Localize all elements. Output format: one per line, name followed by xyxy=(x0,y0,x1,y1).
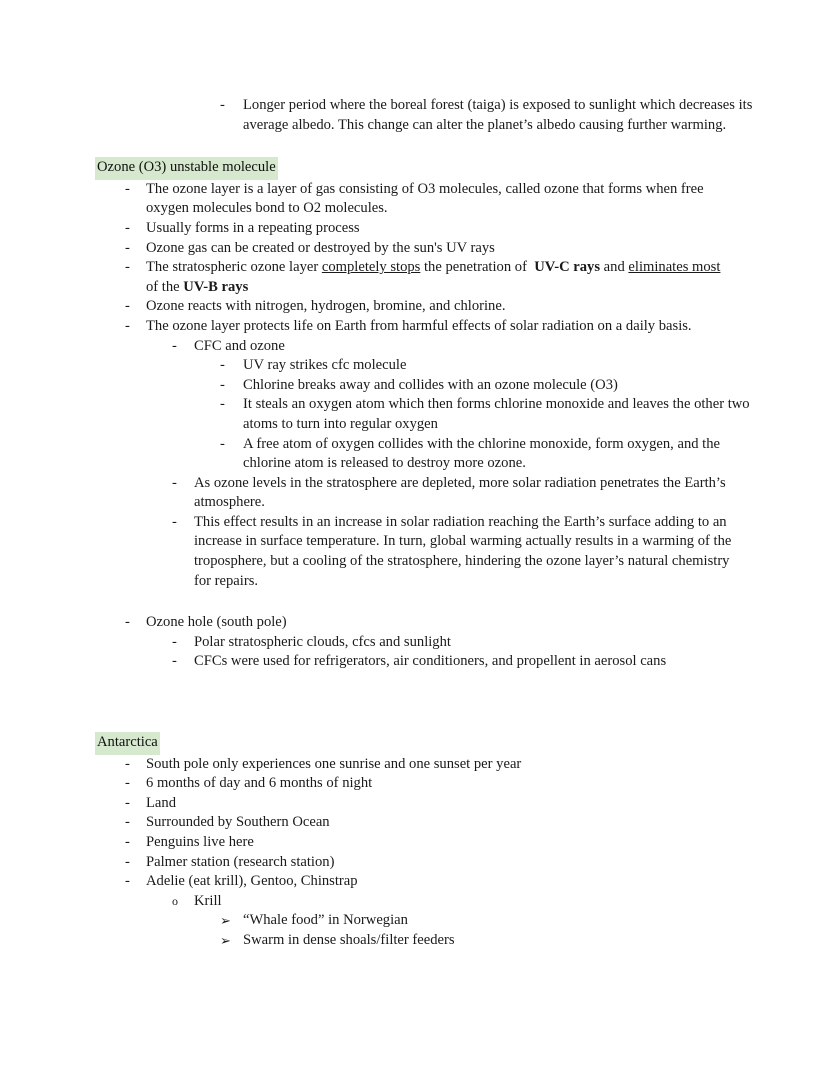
list-item xyxy=(0,931,828,951)
dash-bullet-icon: - xyxy=(220,396,225,413)
list-item-text: Ozone hole (south pole) xyxy=(146,614,287,631)
section-heading-row xyxy=(0,732,828,755)
list-item xyxy=(0,96,828,135)
list-item-text: Palmer station (research station) xyxy=(146,853,335,870)
document-body xyxy=(0,96,828,951)
list-item xyxy=(0,474,828,513)
list-item xyxy=(0,633,828,653)
paragraph-spacer xyxy=(0,135,828,157)
list-item xyxy=(0,317,828,337)
list-item-text: South pole only experiences one sunrise and one sunset per year xyxy=(146,755,522,772)
list-item-text: The stratospheric ozone layer completely stops the penetration of UV-C rays and eliminates most of the UV-B rays xyxy=(146,259,721,295)
dash-bullet-icon: - xyxy=(172,474,177,491)
list-item-text: Usually forms in a repeating process xyxy=(146,219,360,236)
dash-bullet-icon: - xyxy=(125,814,130,831)
dash-bullet-icon: - xyxy=(125,614,130,631)
list-item xyxy=(0,239,828,259)
list-item xyxy=(0,755,828,775)
dash-bullet-icon: - xyxy=(220,97,225,113)
list-item-text: Ozone gas can be created or destroyed by the sun's UV rays xyxy=(146,239,495,256)
list-item xyxy=(0,774,828,794)
list-item xyxy=(0,892,828,912)
list-item-text: Adelie (eat krill), Gentoo, Chinstrap xyxy=(146,873,358,890)
list-item-text: Polar stratospheric clouds, cfcs and sunlight xyxy=(194,633,451,650)
list-item xyxy=(0,297,828,317)
section-heading: Ozone (O3) unstable molecule xyxy=(95,157,278,180)
list-item xyxy=(0,356,828,376)
section-heading-row xyxy=(0,157,828,180)
dash-bullet-icon: - xyxy=(220,357,225,374)
list-item xyxy=(0,872,828,892)
arrow-bullet-icon: ➢ xyxy=(220,932,231,948)
list-item xyxy=(0,395,828,434)
list-item-text: Swarm in dense shoals/filter feeders xyxy=(243,931,455,948)
list-item-text: Krill xyxy=(194,892,222,909)
list-item xyxy=(0,376,828,396)
list-item-text: Surrounded by Southern Ocean xyxy=(146,814,330,831)
list-item-text: Ozone reacts with nitrogen, hydrogen, bromine, and chlorine. xyxy=(146,298,506,315)
dash-bullet-icon: - xyxy=(125,259,130,276)
list-item-text: Penguins live here xyxy=(146,834,254,850)
list-item-text: It steals an oxygen atom which then forms chlorine monoxide and leaves the other two atoms to turn into regular oxygen xyxy=(243,396,750,432)
list-item xyxy=(0,435,828,474)
circle-bullet-icon: o xyxy=(172,893,178,908)
dash-bullet-icon: - xyxy=(125,219,130,236)
list-item-text: The ozone layer is a layer of gas consisting of O3 molecules, called ozone that forms when free oxygen molecules bond to O2 molecules. xyxy=(146,180,704,217)
list-item-text: As ozone levels in the stratosphere are depleted, more solar radiation penetrates the Earth’s atmosphere. xyxy=(194,474,726,511)
list-item-text: UV ray strikes cfc molecule xyxy=(243,357,407,374)
dash-bullet-icon: - xyxy=(125,834,130,850)
dash-bullet-icon: - xyxy=(172,513,177,530)
list-item xyxy=(0,813,828,833)
dash-bullet-icon: - xyxy=(125,180,130,197)
dash-bullet-icon: - xyxy=(172,337,177,354)
dash-bullet-icon: - xyxy=(125,317,130,334)
list-item xyxy=(0,180,828,219)
dash-bullet-icon: - xyxy=(125,239,130,256)
list-item-text: Chlorine breaks away and collides with an ozone molecule (O3) xyxy=(243,376,618,393)
list-item-text: CFC and ozone xyxy=(194,337,285,354)
dash-bullet-icon: - xyxy=(220,435,225,452)
dash-bullet-icon: - xyxy=(172,653,177,670)
section-heading: Antarctica xyxy=(95,732,160,755)
list-item xyxy=(0,219,828,239)
arrow-bullet-icon: ➢ xyxy=(220,913,231,929)
dash-bullet-icon: - xyxy=(125,775,130,792)
dash-bullet-icon: - xyxy=(220,376,225,393)
list-item xyxy=(0,833,828,853)
dash-bullet-icon: - xyxy=(172,633,177,650)
list-item xyxy=(0,337,828,357)
dash-bullet-icon: - xyxy=(125,298,130,315)
list-item xyxy=(0,652,828,672)
list-item-text: “Whale food” in Norwegian xyxy=(243,912,408,929)
list-item-text: This effect results in an increase in solar radiation reaching the Earth’s surface adding to an increase in surface temperature. In turn, global warming actually results in a warming of the troposphere, but a cooling of the stratosphere, hindering the ozone layer’s natural chemistry for repairs. xyxy=(194,513,732,589)
list-item xyxy=(0,613,828,633)
list-item xyxy=(0,911,828,931)
list-item-text: Longer period where the boreal forest (taiga) is exposed to sunlight which decreases its average albedo. This change can alter the planet’s albedo causing further warming. xyxy=(243,97,753,133)
list-item-text: Land xyxy=(146,794,176,811)
list-item xyxy=(0,794,828,814)
list-item-text: The ozone layer protects life on Earth from harmful effects of solar radiation on a daily basis. xyxy=(146,317,692,334)
list-item xyxy=(0,258,828,297)
paragraph-spacer xyxy=(0,591,828,613)
list-item xyxy=(0,513,828,591)
dash-bullet-icon: - xyxy=(125,755,130,772)
list-item-text: A free atom of oxygen collides with the chlorine monoxide, form oxygen, and the chlorine atom is released to destroy more ozone. xyxy=(243,435,721,472)
paragraph-spacer xyxy=(0,672,828,732)
list-item-text: 6 months of day and 6 months of night xyxy=(146,775,373,792)
list-item xyxy=(0,853,828,873)
list-item-text: CFCs were used for refrigerators, air conditioners, and propellent in aerosol cans xyxy=(194,653,667,670)
dash-bullet-icon: - xyxy=(125,794,130,811)
dash-bullet-icon: - xyxy=(125,853,130,870)
dash-bullet-icon: - xyxy=(125,873,130,890)
